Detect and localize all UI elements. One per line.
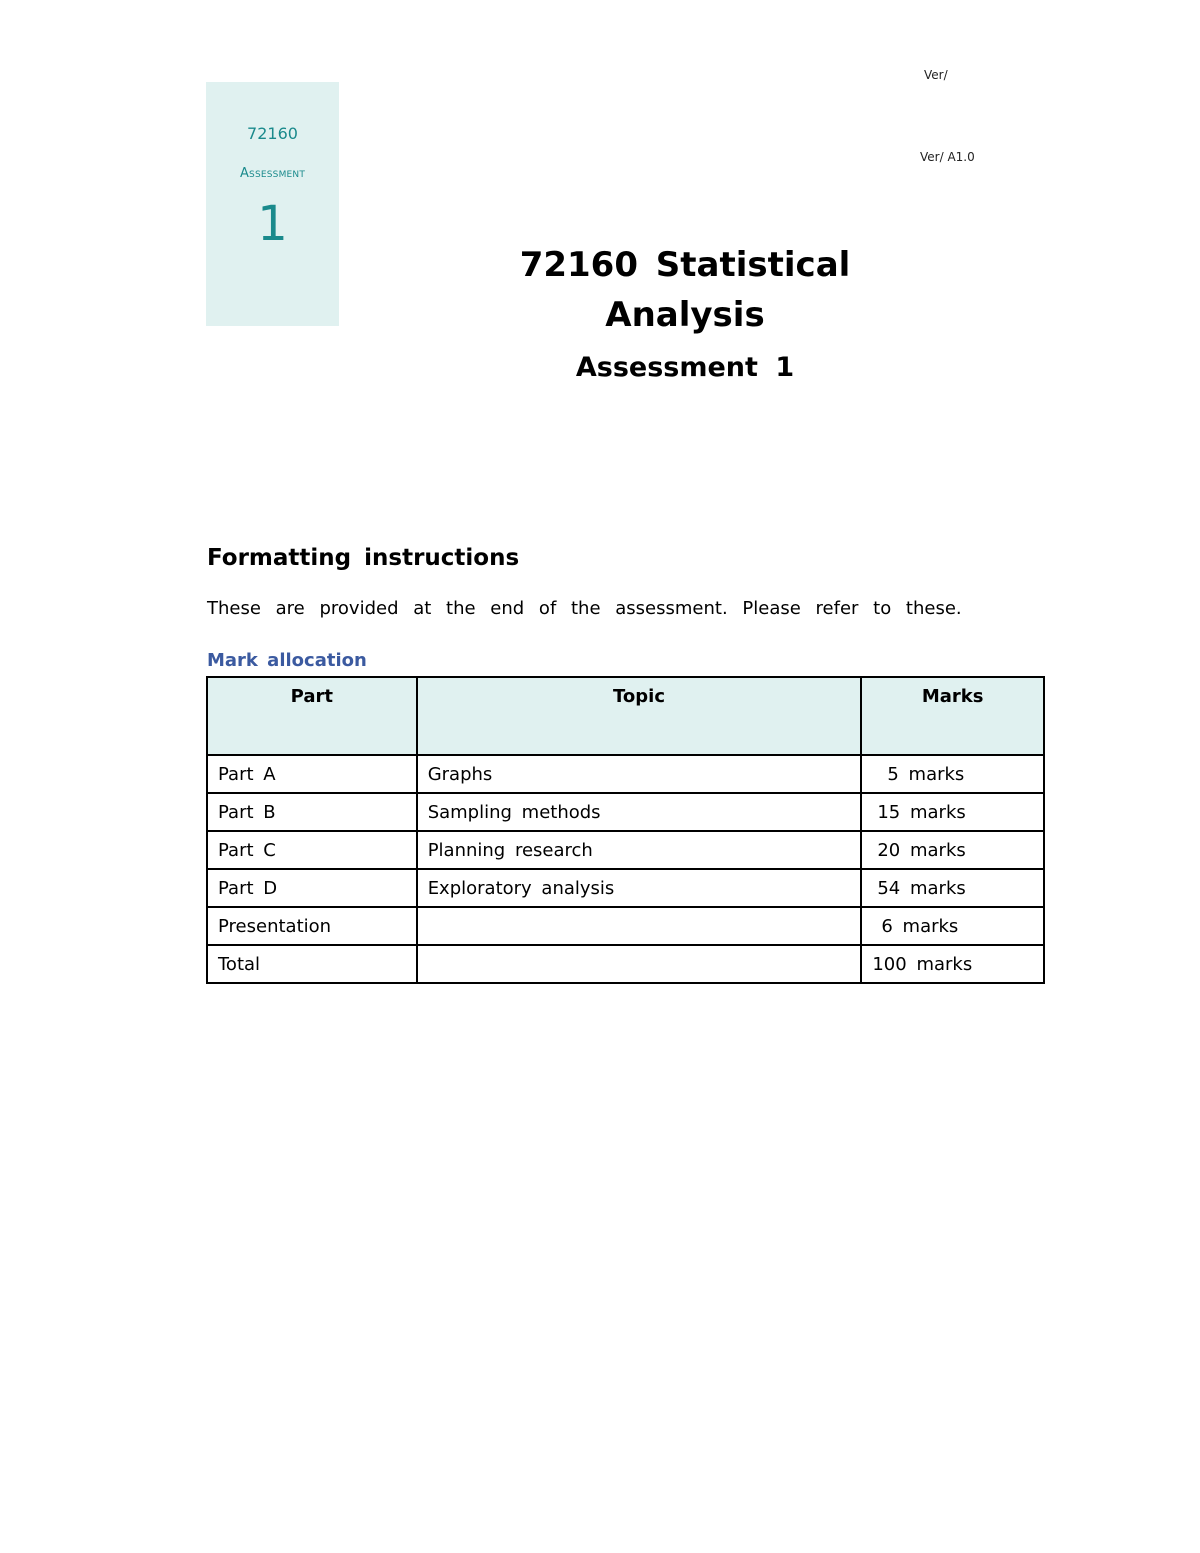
course-code: 72160 (247, 124, 298, 143)
cell-topic (417, 945, 862, 983)
cell-part: Part B (207, 793, 417, 831)
assessment-side-box (206, 82, 339, 326)
cell-part: Part D (207, 869, 417, 907)
formatting-text: These are provided at the end of the assessment. Please refer to these. (207, 598, 962, 619)
cell-marks: 6 marks (861, 907, 1044, 945)
table-header-row (207, 677, 1044, 755)
cell-topic: Graphs (417, 755, 862, 793)
assessment-label: Assessment (239, 166, 306, 181)
mark-allocation-heading: Mark allocation (207, 650, 367, 671)
mark-allocation-table (206, 676, 1045, 984)
cell-part: Total (207, 945, 417, 983)
cell-part: Presentation (207, 907, 417, 945)
document-title: 72160 Statistical Analysis (519, 245, 851, 335)
cell-part: Part A (207, 755, 417, 793)
formatting-heading: Formatting instructions (207, 545, 520, 571)
table-row (207, 945, 1044, 983)
column-header-topic: Topic (417, 677, 862, 755)
column-header-part: Part (207, 677, 417, 755)
cell-topic: Exploratory analysis (417, 869, 862, 907)
table-row (207, 831, 1044, 869)
cell-marks: 54 marks (861, 869, 1044, 907)
cell-topic: Planning research (417, 831, 862, 869)
cell-topic: Sampling methods (417, 793, 862, 831)
document-subtitle: Assessment 1 (575, 352, 795, 383)
cell-marks: 20 marks (861, 831, 1044, 869)
assessment-number: 1 (257, 196, 288, 252)
column-header-marks: Marks (861, 677, 1044, 755)
table-row (207, 907, 1044, 945)
cell-part: Part C (207, 831, 417, 869)
table-row (207, 793, 1044, 831)
version-label-top: Ver/ (924, 68, 948, 82)
table-row (207, 755, 1044, 793)
version-label: Ver/ A1.0 (920, 150, 975, 164)
table-row (207, 869, 1044, 907)
cell-topic (417, 907, 862, 945)
cell-marks: 15 marks (861, 793, 1044, 831)
cell-marks: 5 marks (861, 755, 1044, 793)
cell-marks: 100 marks (861, 945, 1044, 983)
